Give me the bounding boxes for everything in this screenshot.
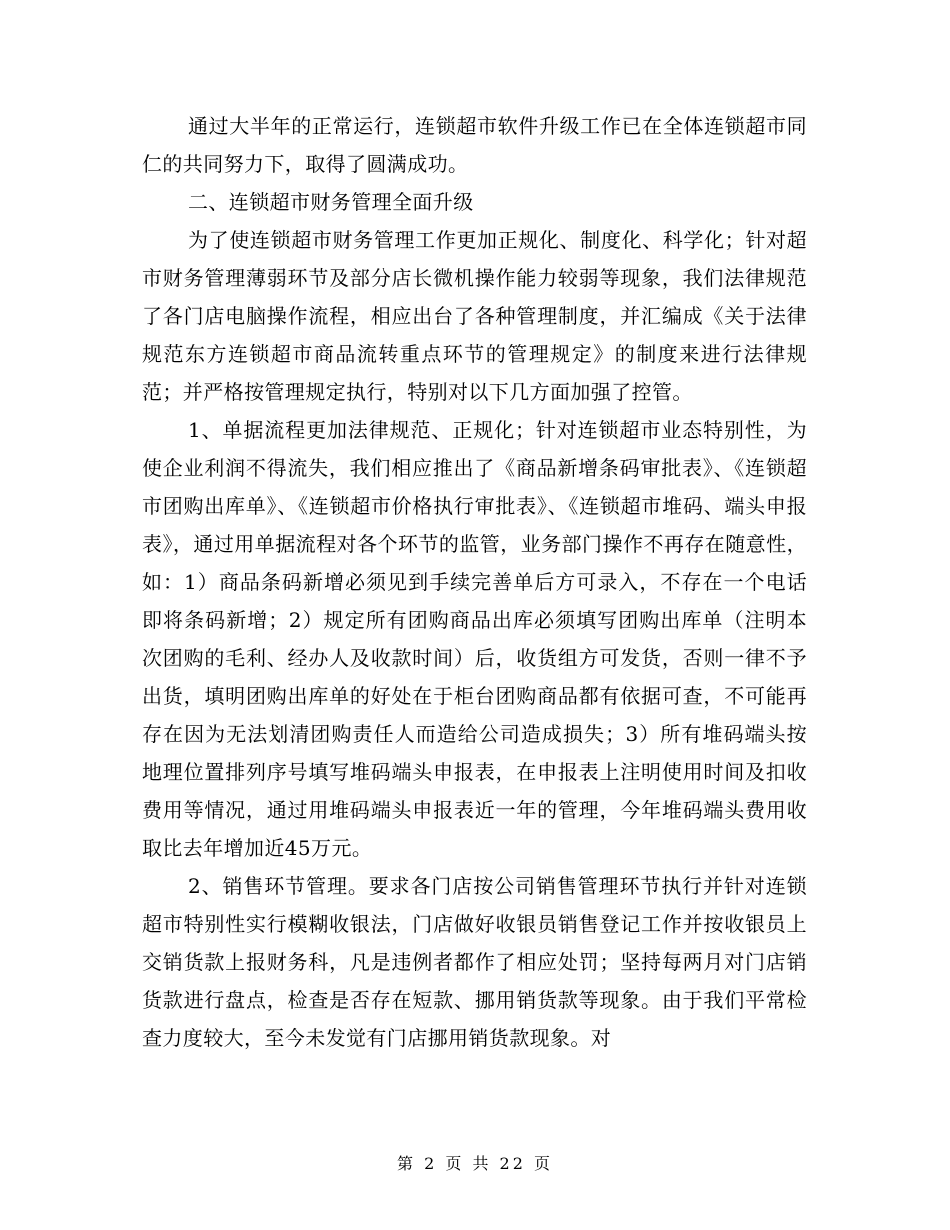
paragraph-3: 1、单据流程更加法律规范、正规化；针对连锁超市业态特别性，为使企业利润不得流失，我们相应推出了《商品新增条码审批表》、《连锁超市团购出库单》、《连锁超市价格执行审批表》、《连锁超市堆码、端头申报表》，通过用单据流程对各个环节的监管，业务部门操作不再存在随意性，如：1）商品条码新增必须见到手续完善单后方可录入，不存在一个电话即将条码新增；2）规定所有团购商品出库必须填写团购出库单（注明本次团购的毛利、经办人及收款时间）后，收货组方可发货，否则一律不予出货，填明团购出库单的好处在于柜台团购商品都有依据可查，不可能再存在因为无法划清团购责任人而造给公司造成损失；3）所有堆码端头按地理位置排列序号填写堆码端头申报表，在申报表上注明使用时间及扣收费用等情况，通过用堆码端头申报表近一年的管理，今年堆码端头费用收取比去年增加近45万元。 [142, 418, 807, 860]
paragraph-4: 2、销售环节管理。要求各门店按公司销售管理环节执行并针对连锁超市特别性实行模糊收银法，门店做好收银员销售登记工作并按收银员上交销货款上报财务科，凡是违例者都作了相应处罚；坚持每两月对门店销货款进行盘点，检查是否存在短款、挪用销货款等现象。由于我们平常检查力度较大，至今未发觉有门店挪用销货款现象。对 [142, 874, 807, 1050]
paragraph-2: 为了使连锁超市财务管理工作更加正规化、制度化、科学化；针对超市财务管理薄弱环节及部分店长微机操作能力较弱等现象，我们法律规范了各门店电脑操作流程，相应出台了各种管理制度，并汇编成《关于法律规范东方连锁超市商品流转重点环节的管理规定》的制度来进行法律规范；并严格按管理规定执行，特别对以下几方面加强了控管。 [142, 228, 807, 404]
section-heading: 二、连锁超市财务管理全面升级 [188, 190, 474, 214]
page-number-footer: 第 2 页 共 22 页 [397, 1154, 553, 1173]
document-body [142, 107, 807, 1057]
paragraph-1: 通过大半年的正常运行，连锁超市软件升级工作已在全体连锁超市同仁的共同努力下，取得了圆满成功。 [142, 114, 807, 176]
